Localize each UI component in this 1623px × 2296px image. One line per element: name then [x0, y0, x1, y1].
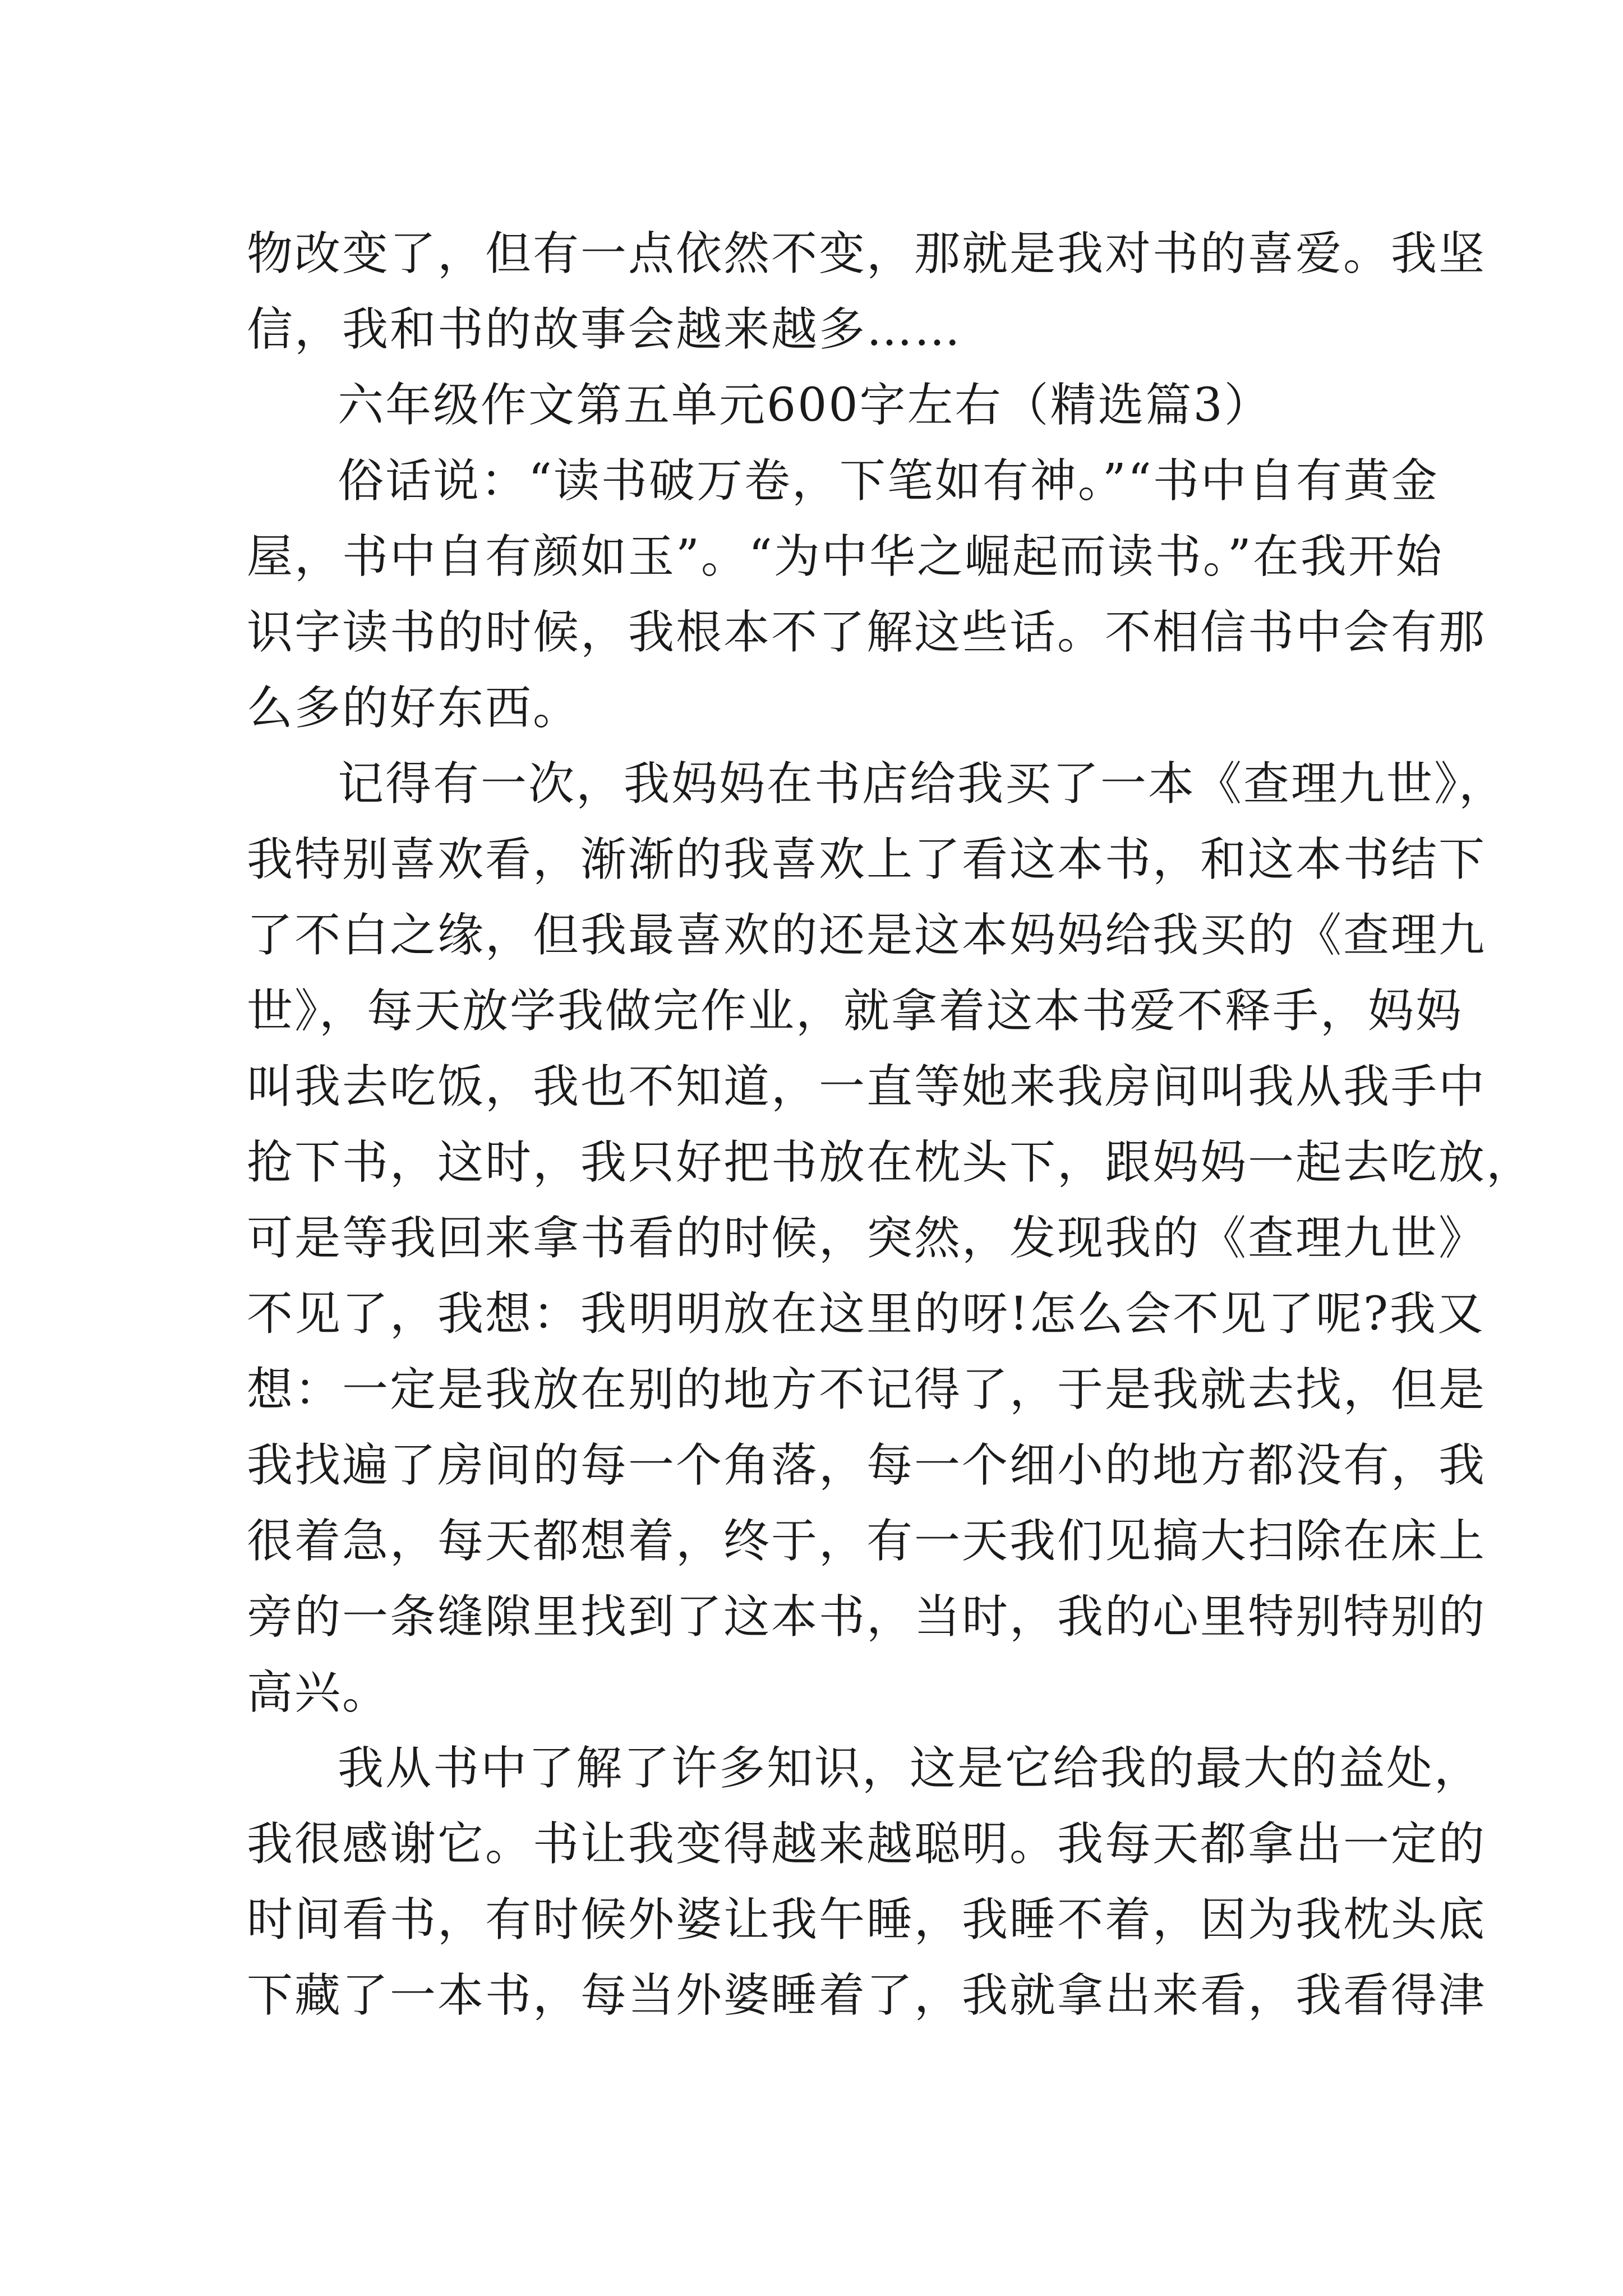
text-line: 了不白之缘，但我最喜欢的还是这本妈妈给我买的《查理九: [247, 909, 1487, 962]
text-line: 下藏了一本书，每当外婆睡着了，我就拿出来看，我看得津: [247, 1969, 1487, 2022]
text-line: 旁的一条缝隙里找到了这本书，当时，我的心里特别特别的: [247, 1590, 1487, 1644]
text-line: 俗话说：“读书破万卷，下笔如有神。”“书中自有黄金: [338, 454, 1439, 508]
text-line: 屋，书中自有颜如玉”。“为中华之崛起而读书。”在我开始: [247, 530, 1444, 583]
text-line: 我找遍了房间的每一个角落，每一个细小的地方都没有，我: [247, 1439, 1487, 1492]
text-line: 高兴。: [247, 1666, 390, 1719]
text-line: 么多的好东西。: [247, 682, 581, 735]
text-line: 世》，每天放学我做完作业，就拿着这本书爱不释手，妈妈: [247, 984, 1464, 1038]
text-line: 信，我和书的故事会越来越多……: [247, 303, 962, 356]
text-line: 时间看书，有时候外婆让我午睡，我睡不着，因为我枕头底: [247, 1893, 1487, 1947]
text-line: 不见了，我想：我明明放在这里的呀!怎么会不见了呢?我又: [247, 1287, 1485, 1341]
document-body: [247, 216, 1534, 2033]
text-line: 叫我去吃饭，我也不知道，一直等她来我房间叫我从我手中: [247, 1060, 1487, 1114]
text-line: 物改变了，但有一点依然不变，那就是我对书的喜爱。我坚: [247, 227, 1487, 280]
text-line: 我从书中了解了许多知识，这是它给我的最大的益处，: [338, 1742, 1482, 1795]
text-line: 记得有一次，我妈妈在书店给我买了一本《查理九世》，: [338, 757, 1507, 811]
text-line: 很着急，每天都想着，终于，有一天我们见搞大扫除在床上: [247, 1515, 1487, 1568]
section-heading-line: 六年级作文第五单元600字左右（精选篇3）: [338, 379, 1272, 432]
text-line: 抢下书，这时，我只好把书放在枕头下，跟妈妈一起去吃放，: [247, 1136, 1534, 1189]
text-line: 识字读书的时候，我根本不了解这些话。不相信书中会有那: [247, 606, 1487, 659]
text-line: 可是等我回来拿书看的时候，突然，发现我的《查理九世》: [247, 1212, 1487, 1265]
text-line: 想：一定是我放在别的地方不记得了，于是我就去找，但是: [247, 1363, 1487, 1416]
text-line: 我特别喜欢看，渐渐的我喜欢上了看这本书，和这本书结下: [247, 833, 1487, 886]
text-line: 我很感谢它。书让我变得越来越聪明。我每天都拿出一定的: [247, 1818, 1487, 1871]
